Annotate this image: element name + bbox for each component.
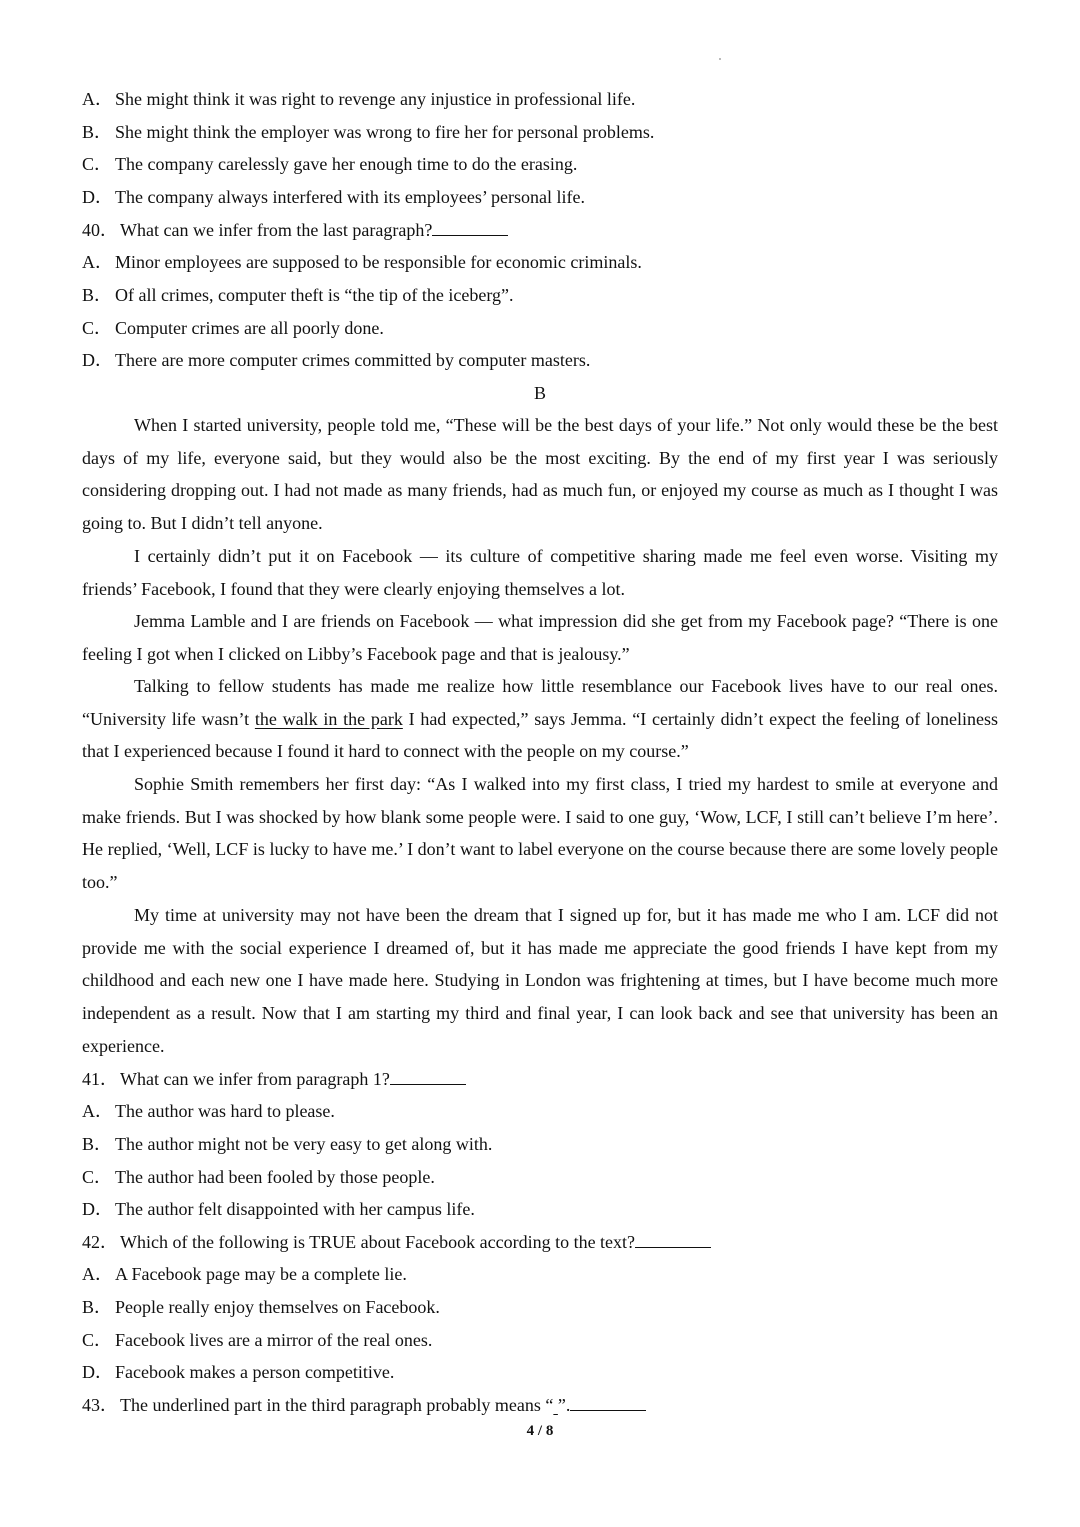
q41-option-c: C． The author had been fooled by those people.	[82, 1167, 435, 1187]
q39-option-a: A． She might think it was right to revenge any injustice in professional life.	[82, 89, 636, 109]
answer-blank[interactable]	[390, 1068, 466, 1085]
q41-stem: 41． What can we infer from paragraph 1?	[82, 1066, 466, 1092]
passage-paragraph-6: My time at university may not have been the dream that I signed up for, but it has made me who I am. LCF did not provide me with the social experience I dreamed of, but it has made me appreciate the good friends I have kept from my childhood and each new one I have made here. Studying in London was frightening at times, but I have become much more independent as a result. Now that I am starting my third and final year, I can look back and see that university has been an experience.	[82, 905, 998, 1056]
q40-option-c: C． Computer crimes are all poorly done.	[82, 318, 384, 338]
q41-option-d: D． The author felt disappointed with her campus life.	[82, 1199, 475, 1219]
q43-stem: 43． The underlined part in the third paragraph probably means “ ”.	[82, 1392, 646, 1418]
q42-stem: 42． Which of the following is TRUE about Facebook according to the text?	[82, 1229, 711, 1255]
section-heading: B	[533, 383, 546, 403]
q39-option-c: C． The company carelessly gave her enough time to do the erasing.	[82, 154, 578, 174]
q42-option-a: A． A Facebook page may be a complete lie.	[82, 1264, 407, 1284]
scan-speck	[719, 58, 721, 60]
underlined-phrase: the walk in the park	[254, 708, 403, 729]
q40-option-b: B． Of all crimes, computer theft is “the tip of the iceberg”.	[82, 285, 514, 305]
q41-option-b: B． The author might not be very easy to get along with.	[82, 1134, 493, 1154]
passage-paragraph-2: I certainly didn’t put it on Facebook — its culture of competitive sharing made me feel even worse. Visiting my friends’ Facebook, I found that they were clearly enjoying themselves a lot.	[82, 546, 998, 599]
page-number: 4 / 8	[526, 1423, 554, 1439]
q39-option-b: B． She might think the employer was wrong to fire her for personal problems.	[82, 122, 655, 142]
q42-option-b: B． People really enjoy themselves on Facebook.	[82, 1297, 440, 1317]
answer-blank[interactable]	[570, 1394, 646, 1411]
passage-paragraph-1: When I started university, people told me, “These will be the best days of your life.” Not only would these be the best days of my life, everyone said, but they would also be the most exciting. By the end of my first year I was seriously considering dropping out. I had not made as many friends, had as much fun, or enjoyed my course as much as I thought I was going to. But I didn’t tell anyone.	[82, 415, 998, 534]
q41-option-a: A． The author was hard to please.	[82, 1101, 335, 1121]
q42-option-d: D． Facebook makes a person competitive.	[82, 1362, 395, 1382]
answer-blank[interactable]	[635, 1231, 711, 1248]
answer-blank[interactable]	[432, 219, 508, 236]
q40-stem: 40． What can we infer from the last paragraph?	[82, 217, 508, 243]
passage-paragraph-5: Sophie Smith remembers her first day: “As I walked into my first class, I tried my hardest to smile at everyone and make friends. But I was shocked by how blank some people were. I said to one guy, ‘Wow, LCF, I still can’t believe I’m here’. He replied, ‘Well, LCF is lucky to have me.’ I don’t want to label everyone on the course because there are some lovely people too.”	[82, 774, 998, 893]
q40-option-a: A． Minor employees are supposed to be responsible for economic criminals.	[82, 252, 642, 272]
q42-option-c: C． Facebook lives are a mirror of the real ones.	[82, 1330, 433, 1350]
q40-option-d: D． There are more computer crimes committed by computer masters.	[82, 350, 591, 370]
passage-paragraph-4: Talking to fellow students has made me realize how little resemblance our Facebook lives have to our real ones. “University life wasn’t the walk in the park I had expected,” says Jemma. “I certainly didn’t expect the feeling of loneliness that I experienced because I found it hard to connect with the people on my course.”	[82, 676, 998, 762]
passage-paragraph-3: Jemma Lamble and I are friends on Facebook — what impression did she get from my Facebook page? “There is one feeling I got when I clicked on Libby’s Facebook page and that is jealousy.”	[82, 611, 998, 664]
q39-option-d: D． The company always interfered with its employees’ personal life.	[82, 187, 586, 207]
